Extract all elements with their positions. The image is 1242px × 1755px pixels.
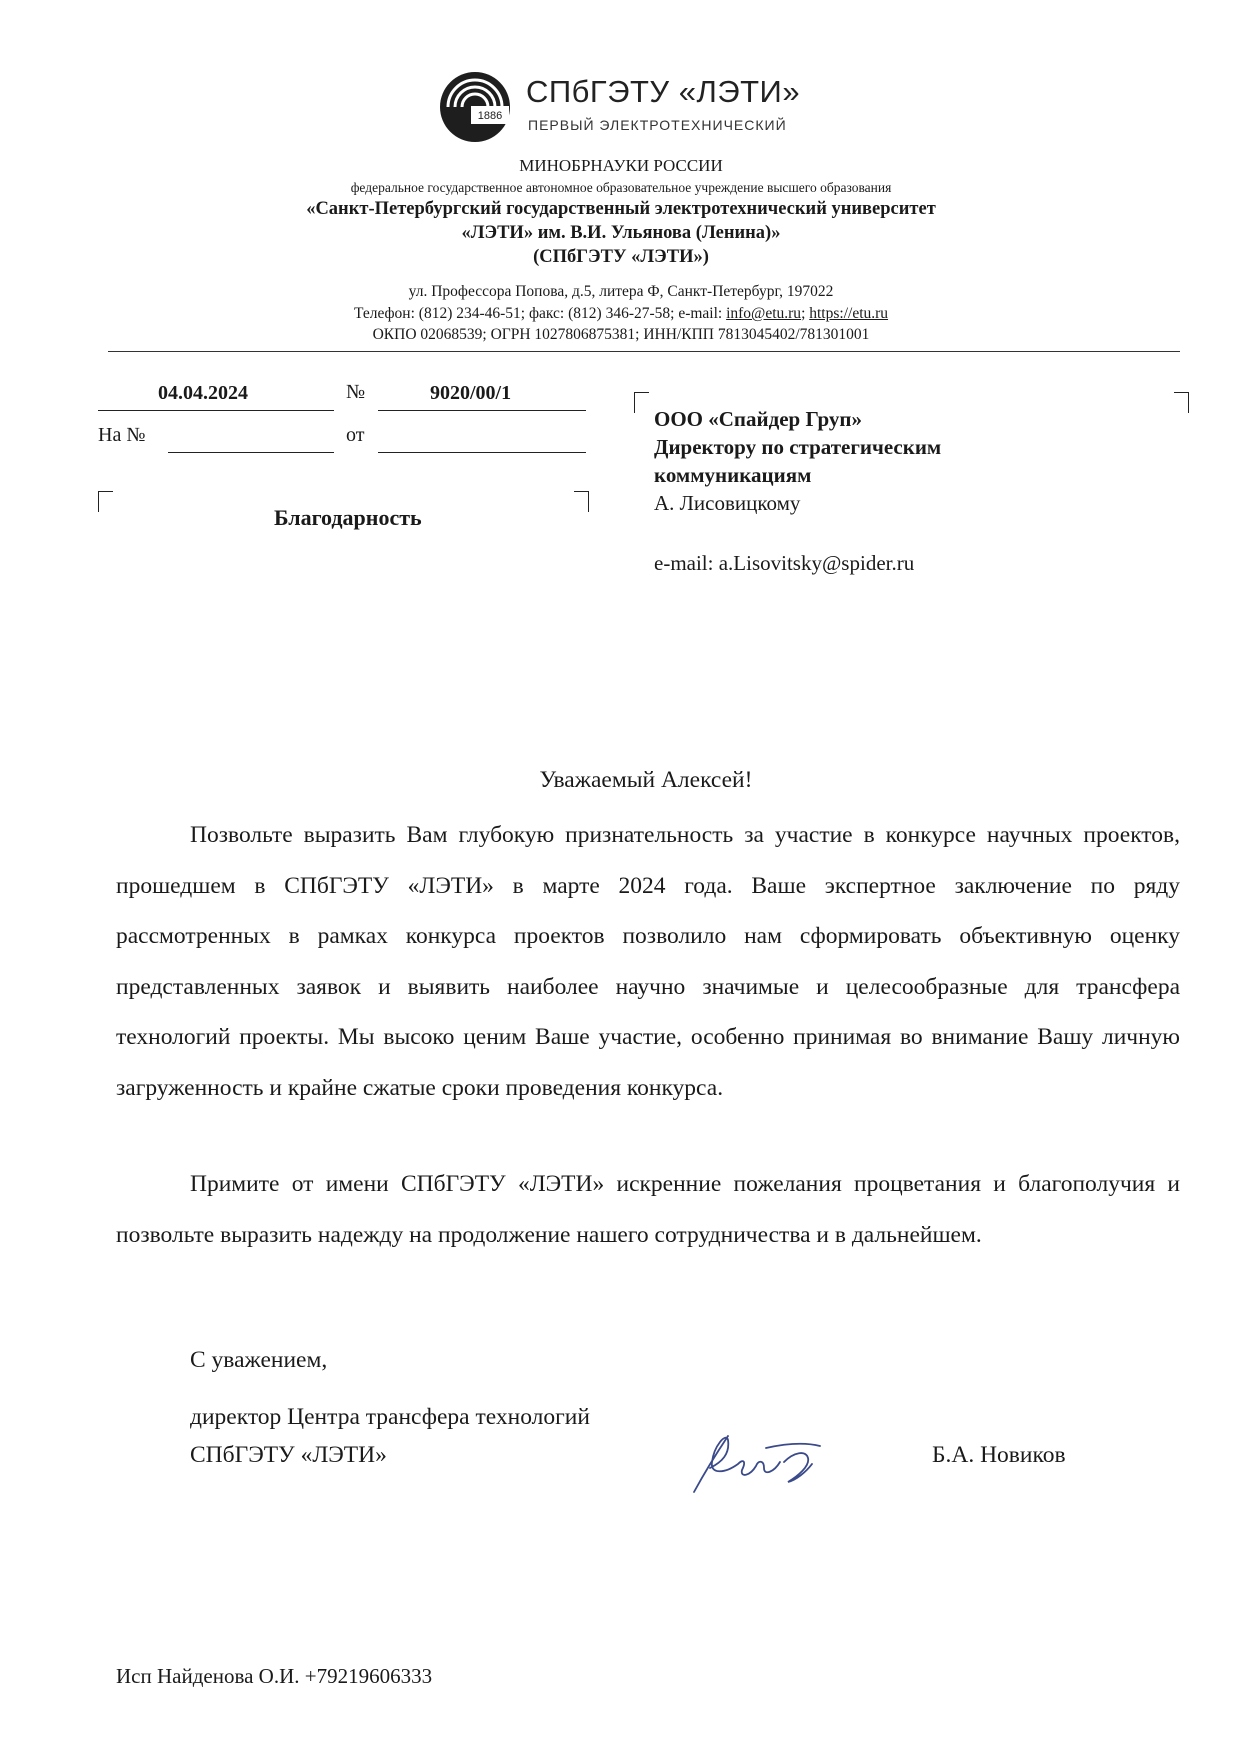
university-logo-icon <box>438 70 512 144</box>
executor-note: Исп Найденова О.И. +79219606333 <box>116 1664 433 1688</box>
reference-underline <box>168 452 334 453</box>
subject-corner-right <box>574 491 589 512</box>
addressee-email: e-mail: a.Lisovitsky@spider.ru <box>654 551 915 575</box>
email-link[interactable]: info@etu.ru <box>726 305 802 322</box>
logo-subtitle: ПЕРВЫЙ ЭЛЕКТРОТЕХНИЧЕСКИЙ <box>528 117 787 133</box>
letter-subject: Благодарность <box>274 505 422 530</box>
ministry-line: МИНОБРНАУКИ РОССИИ <box>519 156 723 175</box>
org-short-name: (СПбГЭТУ «ЛЭТИ») <box>533 247 709 267</box>
date-underline <box>98 410 334 411</box>
greeting: Уважаемый Алексей! <box>539 767 753 793</box>
body-paragraph-1: Позвольте выразить Вам глубокую признательность за участие в конкурсе научных проектов, прошедшем в СПбГЭТУ «ЛЭТИ» в марте 2024 года. Ваше экспертное заключение по ряду рассмотренных в рамках конкурса проектов позволило нам сформировать объективную оценку представленных заявок и выявить наиболее научно значимые и целесообразные для трансфера технологий проекты. Мы высоко ценим Ваше участие, особенно принимая во внимание Вашу личную загруженность и крайне сжатые сроки проведения конкурса. <box>116 822 1180 1101</box>
letter-number: 9020/00/1 <box>430 382 512 404</box>
signer-name: Б.А. Новиков <box>932 1442 1066 1468</box>
addressee-org: ООО «Спайдер Груп» <box>654 407 863 431</box>
signer-title-2: СПбГЭТУ «ЛЭТИ» <box>190 1442 387 1468</box>
logo-year: 1886 <box>477 110 503 122</box>
org-name-line-1: «Санкт-Петербургский государственный электротехнический университет <box>306 199 936 219</box>
number-underline <box>378 410 586 411</box>
org-type-line: федеральное государственное автономное образовательное учреждение высшего образования <box>350 180 892 195</box>
org-codes: ОКПО 02068539; ОГРН 1027806875381; ИНН/КПП 7813045402/781301001 <box>372 326 870 343</box>
addressee-name: А. Лисовицкому <box>654 491 801 515</box>
reference-label: На № <box>98 424 146 446</box>
from-underline <box>378 452 586 453</box>
contacts-separator: ; <box>801 305 810 322</box>
number-label: № <box>346 381 366 403</box>
website-link[interactable]: https://etu.ru <box>809 305 889 322</box>
addressee-corner-right <box>1174 392 1189 413</box>
subject-corner-left <box>98 491 113 512</box>
header-divider <box>108 351 1180 352</box>
contacts-text: Телефон: (812) 234-46-51; факс: (812) 346-27-58; e-mail: <box>353 305 727 322</box>
body-paragraph-2: Примите от имени СПбГЭТУ «ЛЭТИ» искренние пожелания процветания и благополучия и позвольте выразить надежду на продолжение нашего сотрудничества и в дальнейшем. <box>116 1171 1180 1248</box>
addressee-corner-left <box>634 392 649 413</box>
logo-title: СПбГЭТУ «ЛЭТИ» <box>526 74 801 109</box>
org-address: ул. Профессора Попова, д.5, литера Ф, Санкт-Петербург, 197022 <box>408 283 834 300</box>
letter-date: 04.04.2024 <box>158 382 248 404</box>
addressee-position-2: коммуникациям <box>654 463 812 487</box>
handwritten-signature-icon <box>684 1418 844 1502</box>
org-contacts <box>0 305 1242 323</box>
closing: С уважением, <box>190 1347 328 1373</box>
org-name-line-2: «ЛЭТИ» им. В.И. Ульянова (Ленина)» <box>461 223 781 243</box>
addressee-position-1: Директору по стратегическим <box>654 435 942 459</box>
from-label: от <box>346 424 365 446</box>
signer-title-1: директор Центра трансфера технологий <box>190 1404 590 1430</box>
